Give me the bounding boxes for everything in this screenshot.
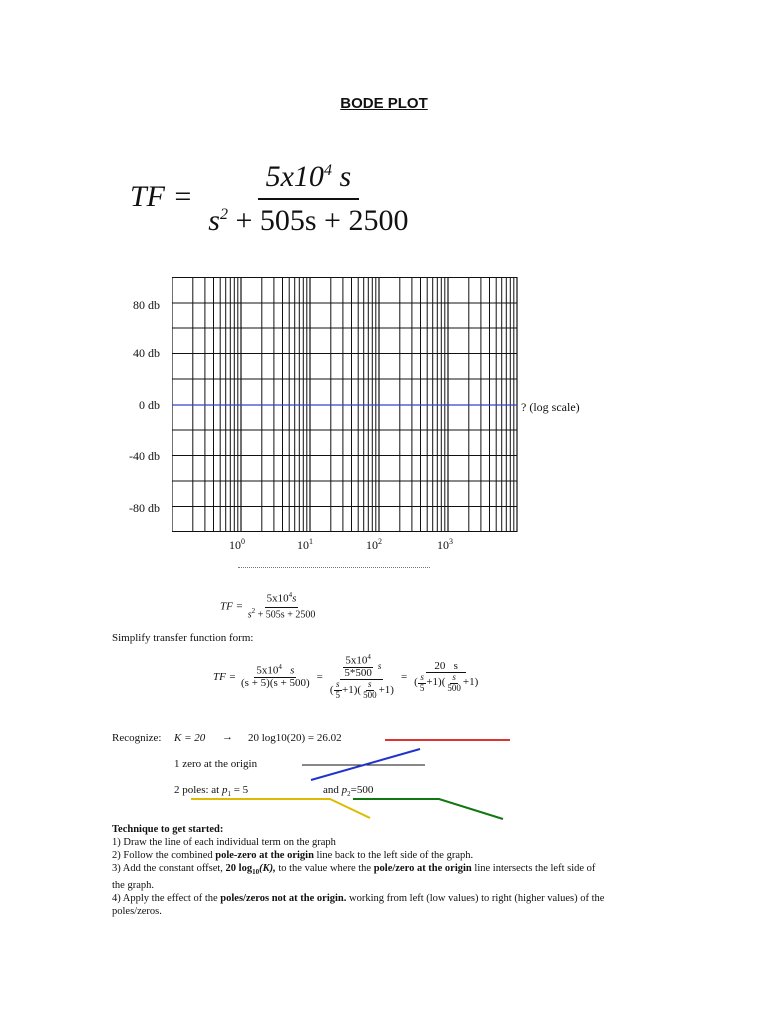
pole2-line: [353, 799, 503, 819]
x-label-10-2: $10^2$: [366, 537, 382, 552]
faint-scan-line: [238, 567, 430, 571]
x-label-10-1: $10^1$: [297, 537, 313, 552]
gain-db-text: 20 log10(20) = 26.02: [248, 732, 342, 744]
zero-origin-text: 1 zero at the origin: [174, 758, 258, 770]
y-label-0: 0 db: [139, 398, 160, 412]
k-value: K = 20: [174, 732, 206, 744]
recognize-label: Recognize:: [112, 732, 162, 744]
bode-grid: [172, 277, 518, 532]
step-4: 4) Apply the effect of the poles/zeros not at the origin. working from left (low values) to right (higher values) of the poles/zeros.: [112, 893, 605, 918]
pole1-line: [191, 799, 370, 818]
x-axis-note: ? (log scale): [521, 400, 580, 414]
tf-denominator: $s^2 + 505s + 2500$: [208, 204, 409, 237]
tf-fraction: [200, 160, 416, 238]
y-label-40: 40 db: [133, 346, 160, 360]
step-3: 3) Add the constant offset, 20 $\log_{10}(K)$, to the value where the pole/zero at the origin line intersects the left side of the graph.: [112, 863, 596, 892]
tf-numerator: $5x10^4$ s: [258, 160, 360, 200]
technique-heading: Technique to get started:: [112, 824, 224, 835]
simplify-frac-2: $\frac{5x10^4}{5*500}$ s ( $\frac{s}{5}$ +1)( $\frac{s}{500}$ +1): [329, 652, 394, 700]
pole2-text: and $p_2=500$: [323, 784, 374, 799]
poles-text: 2 poles: at $p_1 = 5$: [174, 784, 249, 799]
main-transfer-function: [130, 160, 416, 238]
y-label-neg40: -40 db: [129, 449, 160, 463]
tf-lhs: TF =: [130, 179, 193, 213]
arrow-icon: →: [222, 731, 233, 743]
simplified-tf: TF = $\frac{5x10^4 s}{(s + 5)(s + 500)}$ = $\frac{5x10^4}{5*500}$ s ( $\frac{s}{5}$ +1)( $\frac{s}{500}$ +1) = 20 s ( $\frac{s}{5}$ +1)( $\frac{s}{500}$ +1): [213, 652, 479, 700]
small-tf-fraction: $\frac{5x10^4s}{s^2 + 505s + 2500}$: [247, 591, 316, 621]
simplify-frac-3: 20 s ( $\frac{s}{5}$ +1)( $\frac{s}{500}$ +1): [414, 659, 479, 693]
step-2: 2) Follow the combined pole-zero at the origin line back to the left side of the graph.: [112, 850, 474, 861]
simplify-label: Simplify transfer function form:: [112, 632, 254, 644]
step-1: 1) Draw the line of each individual term on the graph: [112, 837, 336, 848]
small-transfer-function: TF = $\frac{5x10^4s}{s^2 + 505s + 2500}$: [220, 591, 316, 621]
page-title: BODE PLOT: [340, 95, 428, 112]
y-label-neg80: -80 db: [129, 501, 160, 515]
asymptote-sketches: [180, 730, 520, 830]
y-label-80: 80 db: [133, 298, 160, 312]
simplify-frac-1: $\frac{5x10^4 s}{(s + 5)(s + 500)}$: [241, 663, 310, 690]
technique-section: [112, 823, 607, 918]
x-label-10-3: $10^3$: [437, 537, 453, 552]
x-label-10-0: $10^0$: [229, 537, 245, 552]
